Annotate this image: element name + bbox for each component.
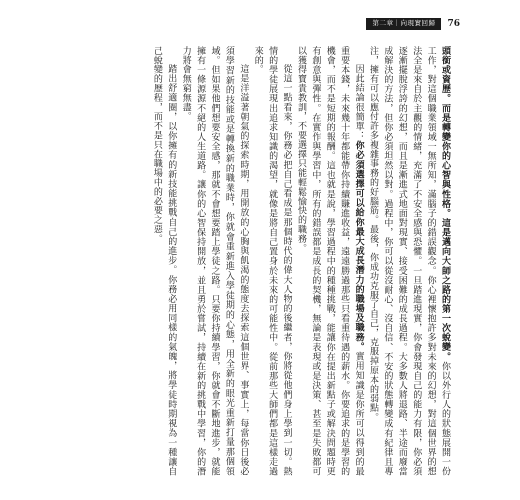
page-number: 76 [447, 18, 460, 29]
emphasized-text: 頭銜或資歷。而是轉變你的心智與性格。這是邁向大師之路的第一次蛻變。 [440, 46, 450, 362]
body-text-run: 因此結論很簡單： [353, 64, 364, 141]
paragraph [366, 46, 452, 476]
body-text-run: 這是洋溢著朝氣的探索時期，用開放的心胸與飢渴的態度去探索這個世界、事實上，每當你日後必須學習新的技能或是轉換新的職業時，你就會重新進入學徒期的心態，用全新的眼光重新打量那個領域。但如果他們想要安全感，那就不會想要踏上學徒之路。只要你持續學習，你就會不斷地進步，就能擁有一條源源不絕的人生道路。讓你的心智保持開放，並且勇於嘗試，持續在新的挑戰中學習，你的潛力將會無窮無盡。 [180, 46, 249, 476]
chapter-label: 第二章｜向現實回歸 [366, 18, 441, 30]
body-text-run: 你以外行人的狀態展開一份工作，對這個職業領域一無所知，滿腦子的錯誤觀念。你心裡懷抱許多對未來的幻想，對這個世界的想法全是來自於主觀的情緒，充滿了不安全感與恐懼。一旦踏進現實，你會發現自己的能力有限，你必須逐漸擺脫浮誇的幻想，而且是漸進式地面對現實、接受困難的成長過程。大多數人將退路、半途而廢當成解決的方法，但你必須坦然以對。過程中，你可以從沒耐心、沒自信、不安的狀態轉變成有紀律且專注，擁有可以應付許多複雜事務的好腦筋。最後，你成功克服了自己，克服掉原本的弱點。 [367, 46, 450, 476]
paragraph [149, 46, 178, 476]
body-text [149, 46, 452, 476]
emphasized-text: 你必須選擇可以給你最大成長潛力的職場及職務。 [353, 140, 364, 352]
paragraph [178, 46, 250, 476]
body-text-run: 從這一點看來，你務必把自己看成是那個時代的偉大人物的後繼者，你將從他們身上學到一切。熱情的學徒展現出追求知識的渴望，就像是將自己置身於未來的可能性中。從前那些大師們都是這樣走過來的。 [252, 46, 292, 476]
paragraph [294, 46, 366, 476]
body-text-run: 踏出舒適圈，以你擁有的新技能挑戰自己的進步。你務必用同樣的氣魄，將學徒時期視為一種讓自己蛻變的歷程，而不是只在職場中的必要之惡。 [151, 46, 177, 476]
body-text-run: 實用知識是你所可以得到的最重要本錢，未來幾十年都能帶你持續賺進收益，遠遠勝過那些只看重待遇的薪水。你要追求的是學習的機會，而不是短期的報酬。這也就是說，學習過程中的種種挑戰，能讓你在提出新點子或解決問題時更有創意與彈性。在實作與學習中，所有的錯誤都是成長的契機，無論是表現或是決策、甚至是失敗都可以獲得寶貴教訓，不要選擇只能輕鬆愉快的職務。 [295, 46, 364, 476]
running-header [366, 18, 460, 30]
paragraph [250, 46, 293, 476]
